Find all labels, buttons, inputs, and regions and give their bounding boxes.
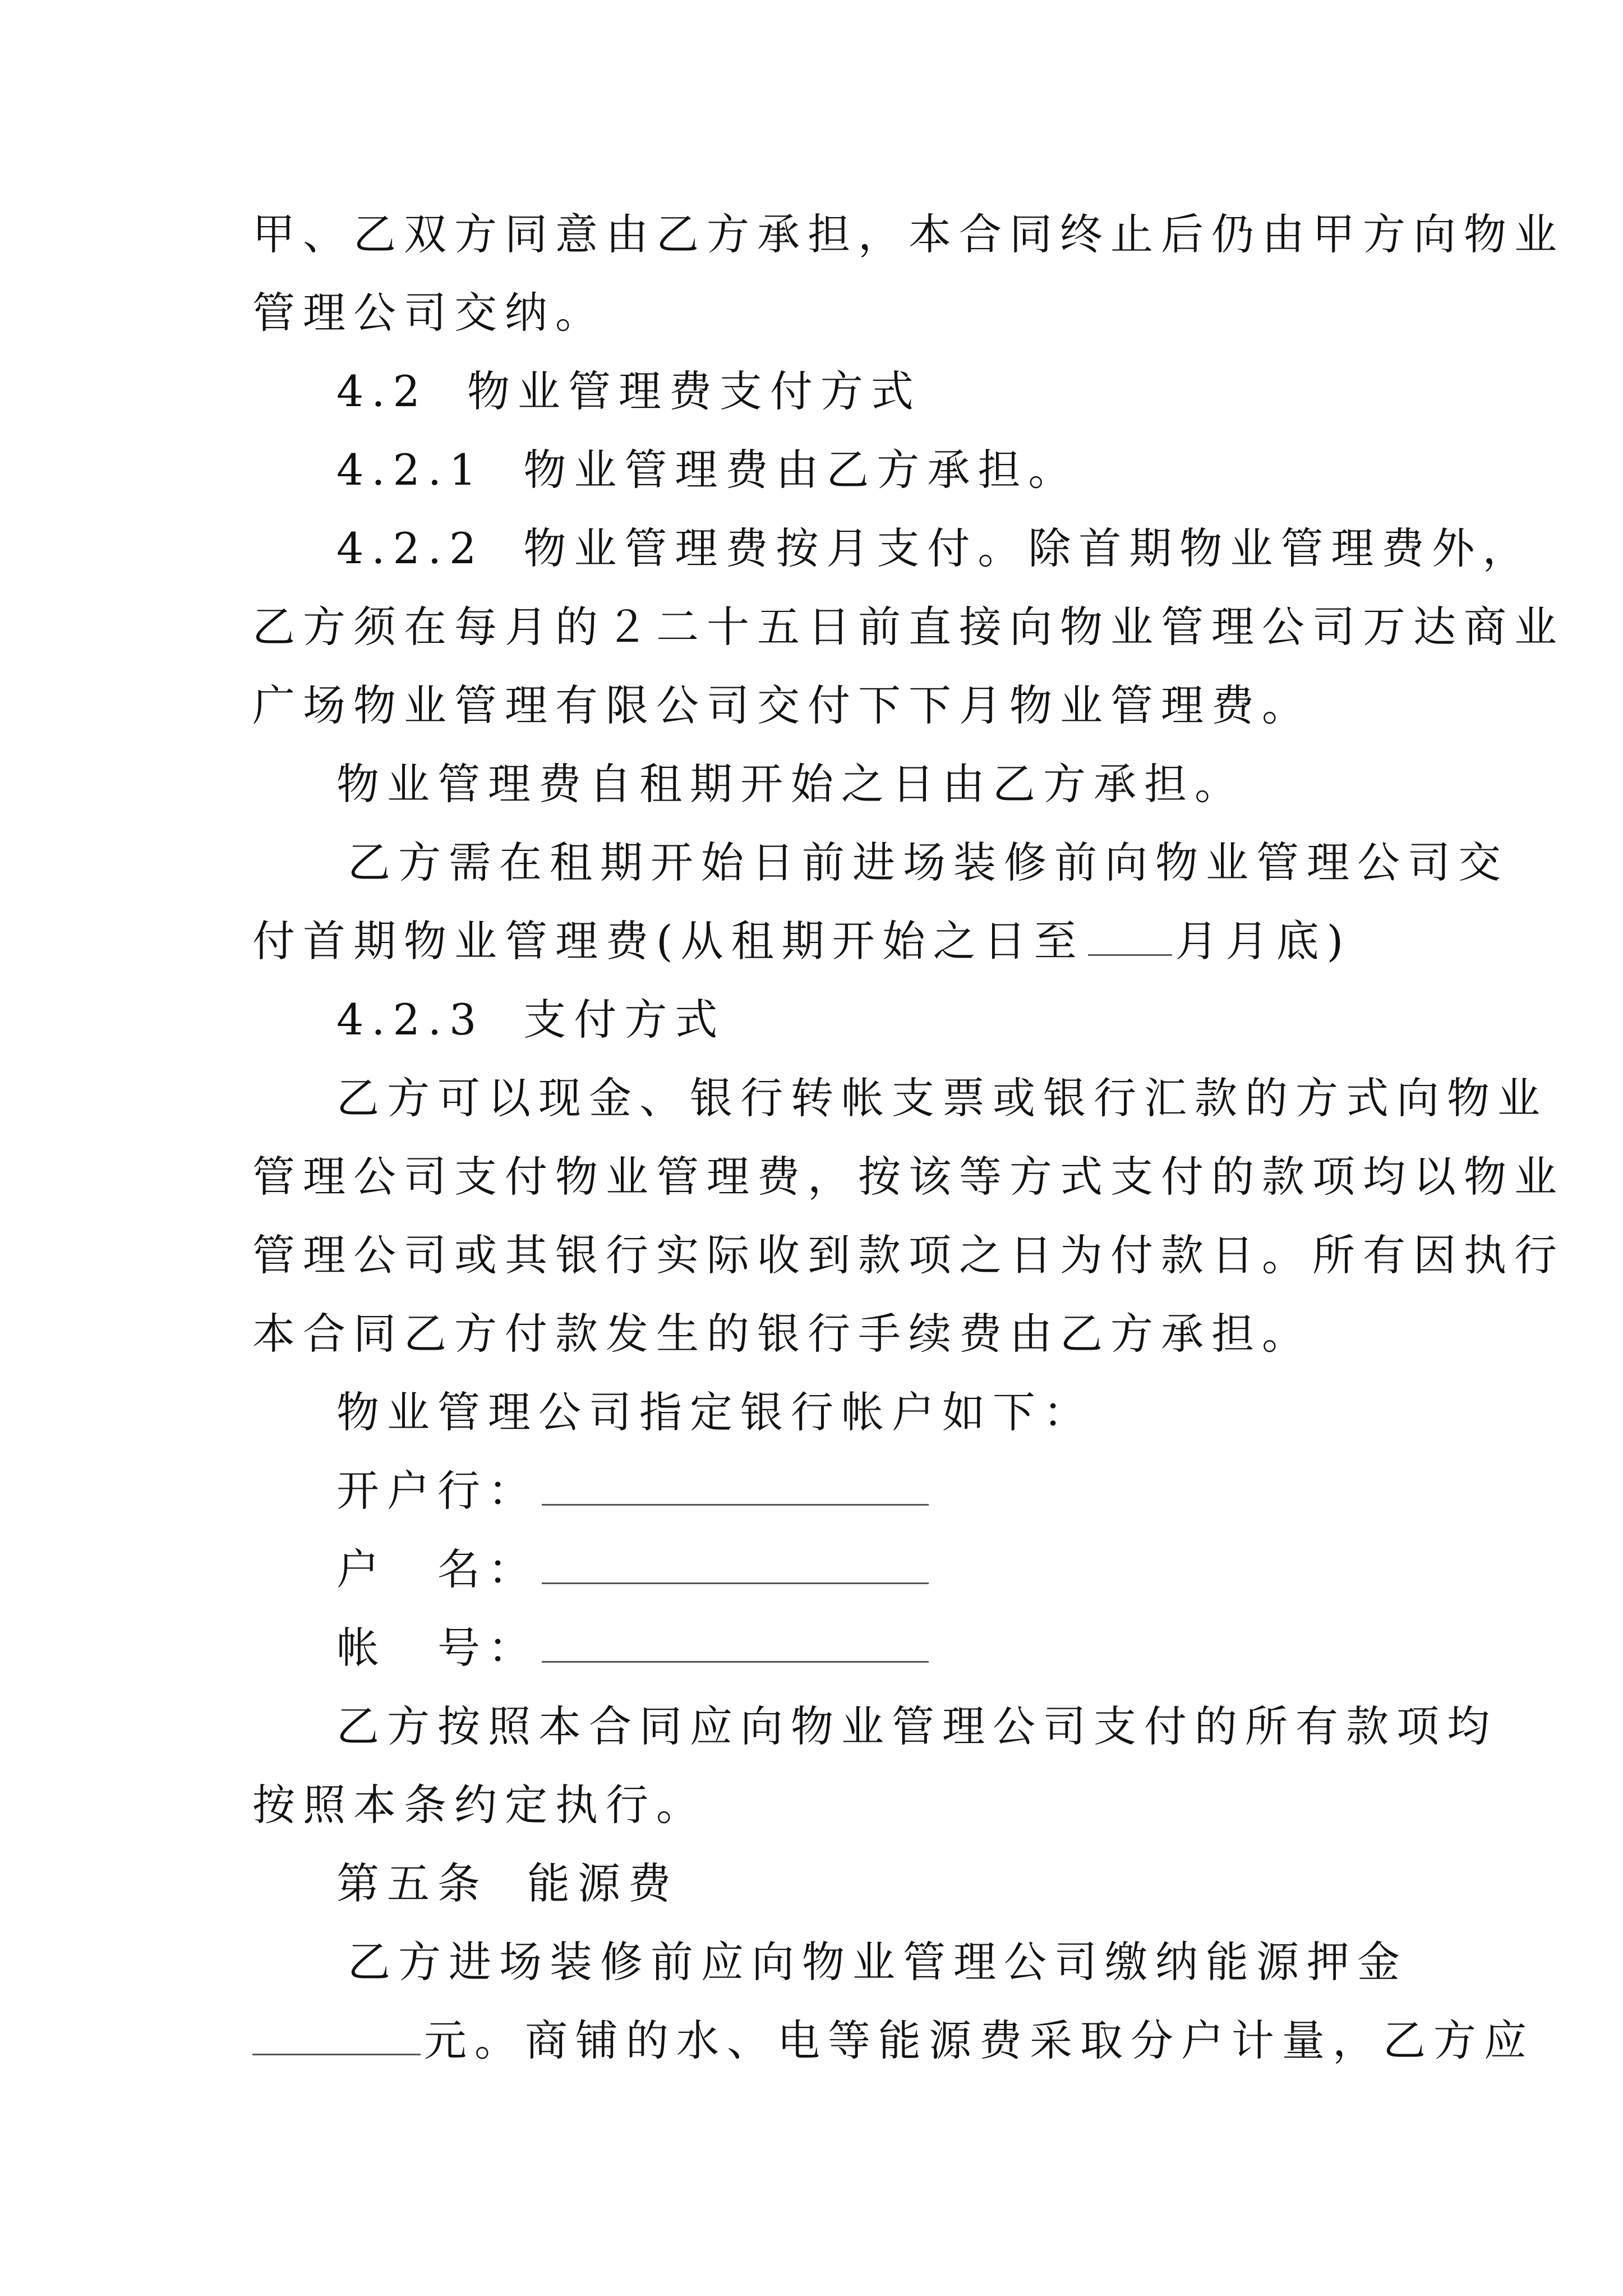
clause-number: 4.2.1 [336, 445, 485, 495]
bank-field-label: 开户行： [336, 1466, 538, 1516]
clause-4-2-2 [336, 522, 1533, 576]
blank-month-field [1088, 915, 1172, 956]
bank-name-blank [542, 1465, 929, 1506]
clause-text: 物业管理费按月支付。除首期物业管理费外， [523, 523, 1533, 573]
clause-number: 4.2.2 [336, 523, 485, 573]
paragraph-line: 管理公司或其银行实际收到款项之日为付款日。所有因执行 [252, 1230, 1565, 1280]
account-name-blank [542, 1543, 929, 1584]
article-title: 能源费 [527, 1858, 679, 1908]
section-number: 4.2 [336, 366, 428, 416]
clause-number: 4.2.3 [336, 995, 485, 1045]
article-number: 第五条 [336, 1858, 488, 1908]
paragraph-line: 本合同乙方付款发生的银行手续费由乙方承担。 [252, 1309, 1312, 1359]
paragraph-line: 按照本条约定执行。 [252, 1780, 707, 1830]
paragraph-line [252, 2014, 1534, 2068]
bank-field-row [336, 1464, 1380, 1518]
clause-4-2-3 [336, 993, 1380, 1047]
paragraph-line [252, 914, 1380, 968]
paragraph-text: 月月底) [1175, 916, 1352, 966]
paragraph-line: 物业管理费自租期开始之日由乙方承担。 [336, 759, 1245, 809]
paragraph-line: 甲、乙双方同意由乙方承担，本合同终止后仍由甲方向物业 [252, 209, 1565, 259]
section-title: 物业管理费支付方式 [467, 366, 921, 416]
paragraph-line: 乙方进场装修前应向物业管理公司缴纳能源押金 [348, 1937, 1408, 1987]
clause-4-2-1 [336, 443, 1380, 497]
bank-field-label: 帐 号： [336, 1623, 538, 1673]
clause-text: 物业管理费由乙方承担。 [523, 445, 1079, 495]
section-heading-4-2 [336, 365, 1380, 418]
paragraph-line: 乙方需在租期开始日前进场装修前向物业管理公司交 [348, 838, 1509, 887]
paragraph-line: 管理公司交纳。 [252, 288, 606, 338]
bank-field-row [336, 1621, 1380, 1675]
paragraph-line: 管理公司支付物业管理费，按该等方式支付的款项均以物业 [252, 1152, 1565, 1202]
energy-deposit-blank [252, 2014, 421, 2055]
paragraph-line: 乙方须在每月的２二十五日前直接向物业管理公司万达商业 [252, 602, 1565, 652]
paragraph-line: 物业管理公司指定银行帐户如下： [336, 1387, 1094, 1437]
bank-field-label: 户 名： [336, 1544, 538, 1594]
paragraph-line: 广场物业管理有限公司交付下下月物业管理费。 [252, 680, 1312, 730]
paragraph-text: 元。商铺的水、电等能源费采取分户计量，乙方应 [424, 2016, 1534, 2065]
clause-title: 支付方式 [523, 995, 726, 1045]
article-heading-5 [336, 1857, 1380, 1911]
paragraph-text: 付首期物业管理费(从租期开始之日至 [252, 916, 1085, 966]
account-number-blank [542, 1622, 929, 1663]
paragraph-line: 乙方可以现金、银行转帐支票或银行汇款的方式向物业 [336, 1073, 1548, 1123]
paragraph-line: 乙方按照本合同应向物业管理公司支付的所有款项均 [336, 1701, 1497, 1751]
bank-field-row [336, 1543, 1380, 1596]
